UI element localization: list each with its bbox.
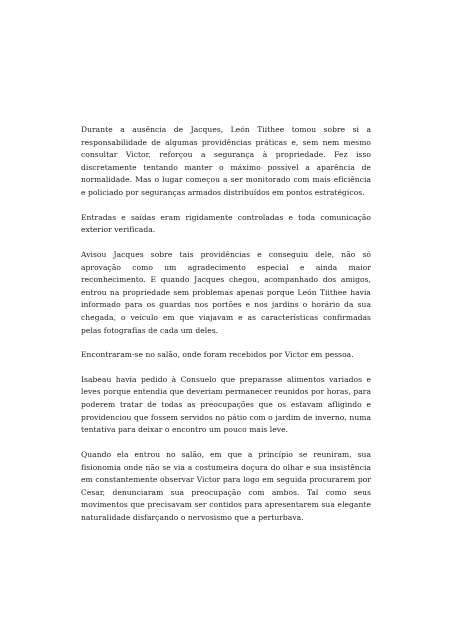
paragraph: Encontraram-se no salão, onde foram recebidos por Victor em pessoa.	[81, 350, 354, 360]
paragraph: Isabeau havia pedido à Consuelo que preparasse alimentos variados e leves porque entendia que deveriam permanecer reunidos por horas, para poderem tratar de todas as preocupações que os estavam afligindo e providenciou que fossem servidos no pátio com o jardim de inverno, numa tentativa para deixar o encontro um pouco mais leve.	[81, 374, 371, 435]
paragraph: Durante a ausência de Jacques, León Tiithee tomou sobre si a responsabilidade de algumas providências práticas e, sem nem mesmo consultar Victor, reforçou a segurança à propriedade. Fez isso discretamente tentando manter o máximo possível a aparência de normalidade. Mas o lugar começou a ser monitorado com mais eficiência e policiado por seguranças armados distribuídos em pontos estratégicos.	[81, 125, 371, 197]
body-text	[81, 124, 371, 537]
paragraph: Entradas e saídas eram rigidamente controladas e toda comunicação exterior verificada.	[81, 212, 371, 235]
paragraph: Quando ela entrou no salão, em que a princípio se reuniram, sua fisionomia onde não se via a costumeira doçura do olhar e sua insistência em constantemente observar Victor para logo em seguida procurarem por Cesar, denunciaram sua preocupação com ambos. Tal como seus movimentos que precisavam ser contidos para apresentarem sua elegante naturalidade disfarçando o nervosismo que a perturbava.	[81, 449, 371, 522]
paragraph: Avisou Jacques sobre tais providências e conseguiu dele, não só aprovação como um agradecimento especial e ainda maior reconhecimento. E quando Jacques chegou, acompanhado dos amigos, entrou na propriedade sem problemas apenas porque León Tiithee havia informado para os guardas nos portões e nos jardins o horário da sua chegada, o veículo em que viajavam e as características confirmadas pelas fotografias de cada um deles.	[81, 249, 371, 335]
